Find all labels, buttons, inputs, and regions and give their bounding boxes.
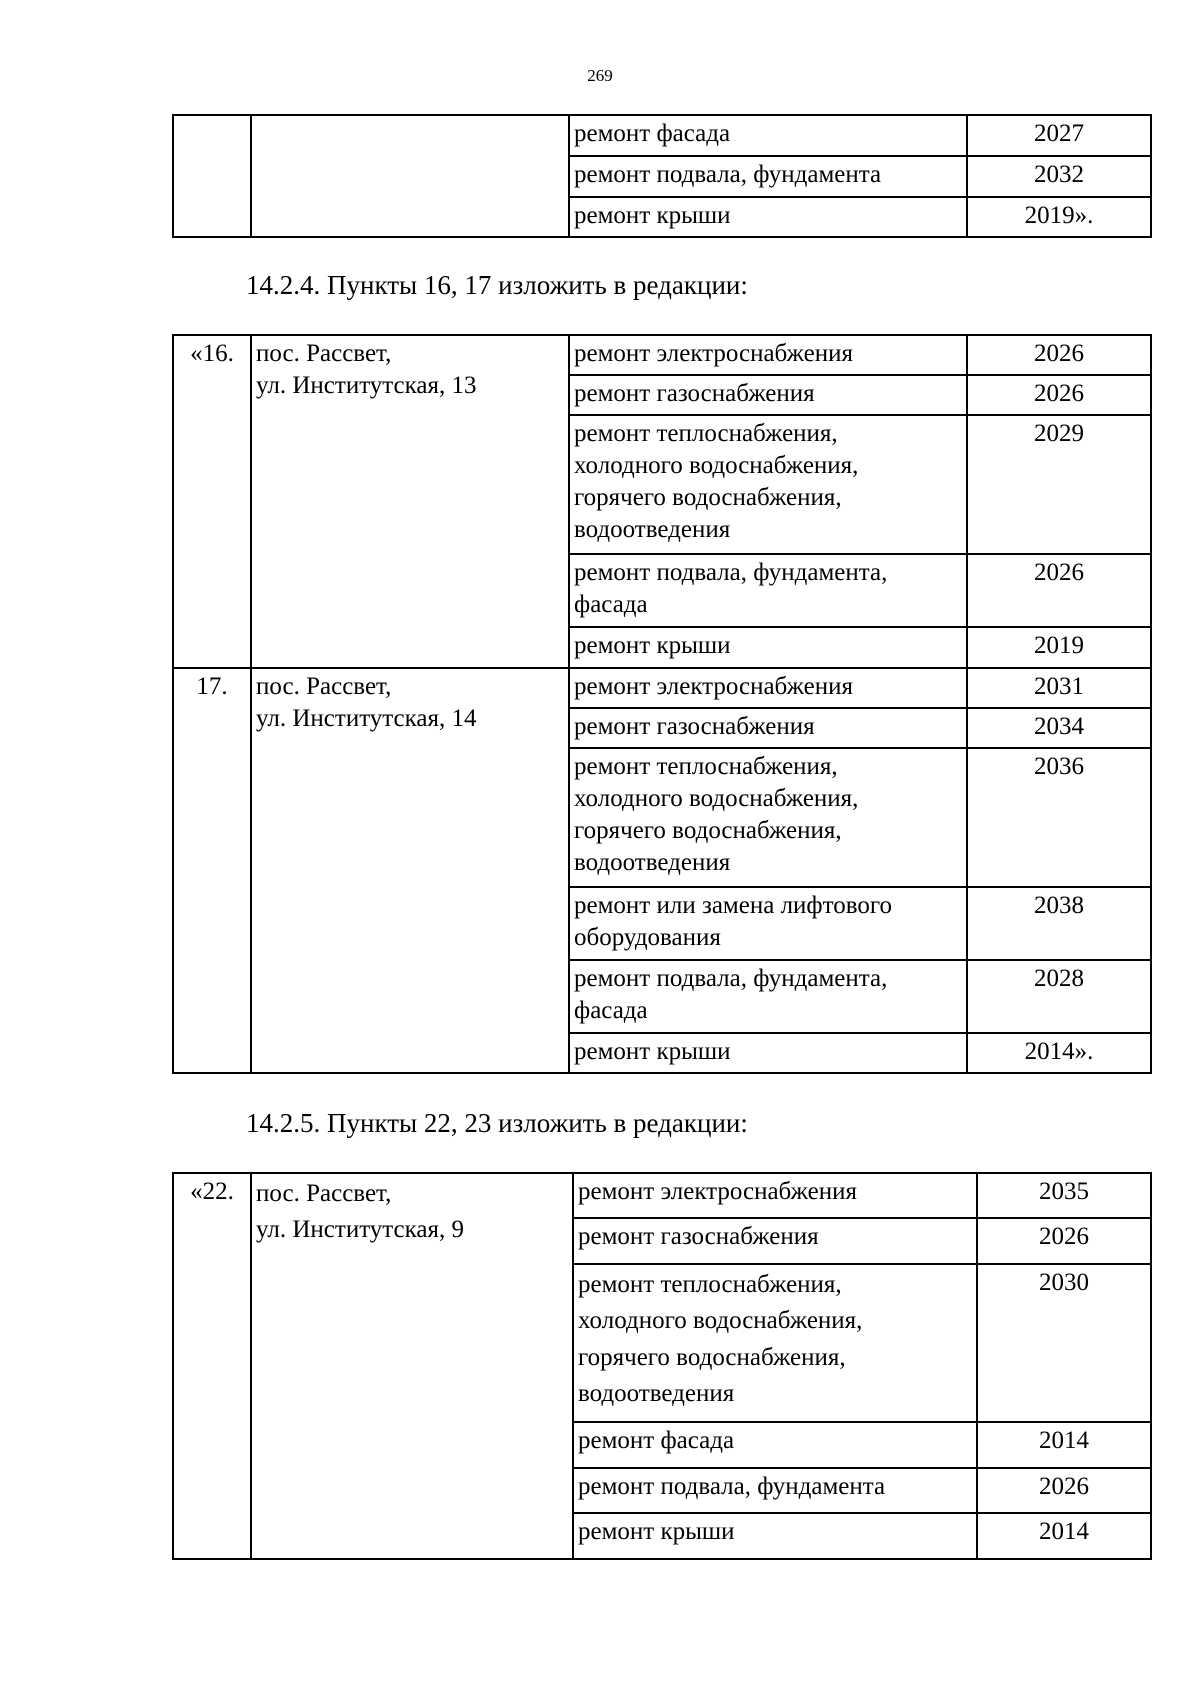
table-row <box>173 335 1151 375</box>
work-cell <box>569 1033 967 1073</box>
year-cell: 2029 <box>967 415 1151 554</box>
paragraph-14-2-5: 14.2.5. Пункты 22, 23 изложить в редакции: <box>246 1108 748 1138</box>
work-line: ремонт крыши <box>574 1038 731 1065</box>
work-line: ремонт электроснабжения <box>574 340 853 367</box>
work-line: ремонт теплоснабжения, <box>574 753 838 780</box>
table-items-16-17 <box>172 334 1152 1074</box>
work-line: ремонт крыши <box>574 632 731 659</box>
work-line: ремонт газоснабжения <box>574 380 815 407</box>
work-cell <box>573 1513 977 1559</box>
year-cell: 2035 <box>977 1173 1151 1218</box>
paragraph-14-2-4: 14.2.4. Пункты 16, 17 изложить в редакции: <box>246 270 748 300</box>
work-cell <box>569 960 967 1033</box>
year-cell: 2019». <box>967 197 1151 237</box>
work-cell <box>569 627 967 668</box>
year-cell: 2036 <box>967 748 1151 887</box>
work-cell <box>569 887 967 960</box>
work-cell <box>573 1422 977 1468</box>
work-line: горячего водоснабжения, <box>578 1343 846 1371</box>
work-line: ремонт электроснабжения <box>574 673 853 700</box>
address-line: пос. Рассвет, <box>256 340 392 367</box>
year-cell: 2031 <box>967 668 1151 708</box>
year-cell: 2028 <box>967 960 1151 1033</box>
work-cell <box>569 375 967 415</box>
address-cell <box>251 668 569 1073</box>
work-line: холодного водоснабжения, <box>574 785 859 812</box>
work-cell <box>573 1173 977 1218</box>
work-cell <box>569 668 967 708</box>
year-cell: 2034 <box>967 708 1151 748</box>
year-cell: 2026 <box>967 375 1151 415</box>
work-cell <box>569 554 967 627</box>
work-line: ремонт подвала, фундамента, <box>574 965 888 992</box>
item-number: 17. <box>173 668 251 1073</box>
number-cell <box>173 115 251 237</box>
work-line: водоотведения <box>578 1379 735 1407</box>
work-line: ремонт крыши <box>578 1518 735 1545</box>
work-cell: ремонт фасада <box>569 115 967 156</box>
year-cell: 2026 <box>977 1468 1151 1513</box>
work-line: холодного водоснабжения, <box>574 452 859 479</box>
work-line: ремонт газоснабжения <box>574 713 815 740</box>
year-cell: 2026 <box>977 1218 1151 1264</box>
page-number: 269 <box>587 66 613 85</box>
work-cell <box>569 415 967 554</box>
work-line: оборудования <box>574 924 721 951</box>
year-cell: 2019 <box>967 627 1151 668</box>
year-cell: 2014 <box>977 1422 1151 1468</box>
work-cell: ремонт подвала, фундамента <box>569 156 967 197</box>
work-line: ремонт или замена лифтового <box>574 892 892 919</box>
work-line: водоотведения <box>574 849 731 876</box>
address-line: пос. Рассвет, <box>256 1180 392 1207</box>
table-item-22 <box>172 1172 1152 1560</box>
address-line: ул. Институтская, 13 <box>256 372 477 399</box>
work-line: ремонт электроснабжения <box>578 1178 857 1205</box>
work-line: ремонт подвала, фундамента <box>578 1473 886 1500</box>
work-line: фасада <box>574 591 648 618</box>
work-line: ремонт газоснабжения <box>578 1223 819 1250</box>
year-cell: 2014 <box>977 1513 1151 1559</box>
work-cell <box>569 335 967 375</box>
work-cell <box>573 1468 977 1513</box>
year-cell: 2027 <box>967 115 1151 156</box>
work-line: холодного водоснабжения, <box>578 1307 863 1335</box>
work-cell: ремонт крыши <box>569 197 967 237</box>
year-cell: 2030 <box>977 1264 1151 1422</box>
year-cell: 2026 <box>967 554 1151 627</box>
work-line: ремонт подвала, фундамента, <box>574 559 888 586</box>
work-line: водоотведения <box>574 516 731 543</box>
table-row <box>173 1173 1151 1218</box>
address-line: пос. Рассвет, <box>256 673 392 700</box>
year-cell: 2014». <box>967 1033 1151 1073</box>
year-cell: 2026 <box>967 335 1151 375</box>
work-line: ремонт фасада <box>578 1427 735 1454</box>
item-number: «22. <box>173 1173 251 1559</box>
work-line: ремонт теплоснабжения, <box>574 420 838 447</box>
work-line: горячего водоснабжения, <box>574 484 842 511</box>
year-cell: 2038 <box>967 887 1151 960</box>
address-line: ул. Институтская, 14 <box>256 705 477 732</box>
table-row <box>173 115 1151 156</box>
item-number: «16. <box>173 335 251 668</box>
address-line: ул. Институтская, 9 <box>256 1216 464 1244</box>
table-continuation <box>172 114 1152 238</box>
work-line: фасада <box>574 997 648 1024</box>
work-line: ремонт теплоснабжения, <box>578 1271 842 1298</box>
work-cell <box>573 1264 977 1422</box>
address-cell <box>251 115 569 237</box>
work-cell <box>569 748 967 887</box>
year-cell: 2032 <box>967 156 1151 197</box>
address-cell <box>251 335 569 668</box>
table-row <box>173 668 1151 708</box>
work-cell <box>569 708 967 748</box>
work-line: горячего водоснабжения, <box>574 817 842 844</box>
address-cell <box>251 1173 573 1559</box>
work-cell <box>573 1218 977 1264</box>
